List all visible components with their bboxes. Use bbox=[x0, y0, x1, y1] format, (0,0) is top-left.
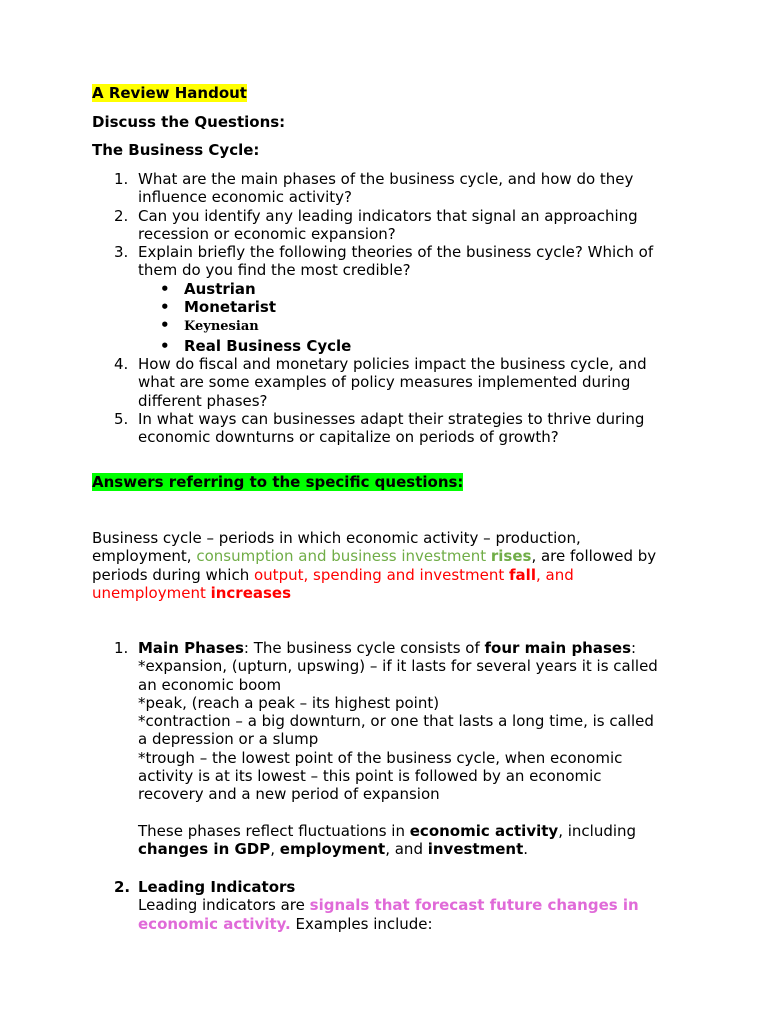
definition-line bbox=[92, 547, 692, 565]
answer-text: These phases reflect fluctuations in bbox=[138, 821, 410, 840]
question-text: influence economic activity? bbox=[138, 188, 352, 207]
question-text: recession or economic expansion? bbox=[138, 224, 396, 243]
question-number: 1. bbox=[114, 170, 129, 188]
question-number: 3. bbox=[114, 243, 129, 262]
question-text: Explain briefly the following theories of the business cycle? Which of bbox=[138, 243, 654, 262]
phase-line: *trough – the lowest point of the business cycle, when economic bbox=[138, 748, 623, 767]
answer-text: . bbox=[523, 839, 529, 858]
definition-text: periods during which bbox=[92, 565, 254, 584]
reflect-line bbox=[138, 840, 692, 858]
answer-bold-text: investment bbox=[427, 839, 524, 858]
question-text: In what ways can businesses adapt their strategies to thrive during bbox=[138, 409, 645, 428]
section-heading: The Business Cycle: bbox=[92, 141, 260, 159]
question-text: them do you find the most credible? bbox=[138, 261, 411, 280]
answer-text: : The business cycle consists of bbox=[243, 639, 485, 657]
question-text: How do fiscal and monetary policies impact the business cycle, and bbox=[138, 354, 647, 373]
phase-line: *expansion, (upturn, upswing) – if it lasts for several years it is called bbox=[138, 657, 658, 676]
answer-text: : bbox=[631, 639, 637, 657]
red-text: output, spending and investment bbox=[254, 565, 510, 584]
definition-text: , are followed by bbox=[531, 547, 657, 566]
answer-number: 2. bbox=[114, 878, 131, 896]
answer-line bbox=[138, 896, 692, 914]
answers-heading bbox=[92, 473, 463, 491]
bullet-icon: • bbox=[160, 298, 170, 317]
answer-bold-text: changes in GDP bbox=[138, 839, 271, 858]
theory-label: Austrian bbox=[184, 279, 256, 298]
answer-item bbox=[92, 639, 692, 858]
question-item bbox=[92, 410, 692, 447]
definition-line bbox=[92, 584, 692, 602]
answer-text: , and bbox=[385, 839, 428, 858]
definition-paragraph bbox=[92, 529, 692, 602]
theory-label: Keynesian bbox=[184, 319, 259, 335]
theories-list bbox=[92, 280, 692, 355]
question-text: different phases? bbox=[138, 391, 268, 410]
answer-bold-text: four main phases bbox=[484, 639, 632, 657]
answer-text: Examples include: bbox=[290, 914, 433, 933]
phase-line: activity is at its lowest – this point is followed by an economic bbox=[138, 767, 602, 786]
bullet-icon: • bbox=[160, 279, 170, 298]
answer-text: , including bbox=[558, 821, 637, 840]
answer-bold-text: economic activity bbox=[409, 821, 559, 840]
answer-label: Leading Indicators bbox=[138, 878, 296, 896]
definition-line bbox=[92, 566, 692, 584]
bullet-icon: • bbox=[160, 336, 170, 355]
question-text: Can you identify any leading indicators that signal an approaching bbox=[138, 206, 638, 225]
theory-item bbox=[92, 280, 692, 298]
question-number: 2. bbox=[114, 206, 129, 225]
red-bold-text: fall bbox=[509, 565, 536, 584]
red-text: , and bbox=[535, 565, 574, 584]
questions-list bbox=[92, 170, 692, 446]
question-text: economic downturns or capitalize on periods of growth? bbox=[138, 428, 559, 447]
red-text: unemployment bbox=[92, 583, 211, 602]
answer-text: , bbox=[270, 839, 280, 858]
question-text: What are the main phases of the business cycle, and how do they bbox=[138, 170, 634, 188]
answer-line bbox=[138, 915, 692, 933]
theory-item bbox=[92, 316, 692, 336]
answer-intro bbox=[138, 639, 692, 657]
handout-title bbox=[92, 84, 247, 102]
question-item bbox=[92, 355, 692, 410]
pink-bold-text: signals that forecast future changes in bbox=[309, 896, 639, 915]
phase-line: recovery and a new period of expansion bbox=[138, 785, 440, 804]
definition-line: Business cycle – periods in which economic activity – production, bbox=[92, 529, 581, 547]
phase-line: *contraction – a big downturn, or one that lasts a long time, is called bbox=[138, 712, 654, 731]
question-number: 4. bbox=[114, 354, 129, 373]
green-text: consumption and business investment bbox=[196, 547, 491, 566]
theory-label: Real Business Cycle bbox=[184, 336, 352, 355]
answer-text: Leading indicators are bbox=[138, 896, 310, 915]
phase-line: a depression or a slump bbox=[138, 730, 319, 749]
question-item bbox=[92, 170, 692, 207]
answer-number: 1. bbox=[114, 639, 129, 657]
answer-bold-text: employment bbox=[279, 839, 386, 858]
answer-label: Main Phases bbox=[138, 639, 244, 657]
theory-item bbox=[92, 298, 692, 316]
theory-label: Monetarist bbox=[184, 298, 277, 317]
pink-bold-text: economic activity. bbox=[138, 914, 291, 933]
answers-highlight: Answers referring to the specific questions: bbox=[92, 473, 464, 491]
discuss-heading: Discuss the Questions: bbox=[92, 113, 286, 131]
theory-item bbox=[92, 337, 692, 355]
question-item bbox=[92, 207, 692, 244]
red-bold-text: increases bbox=[210, 583, 292, 602]
phase-line: *peak, (reach a peak – its highest point) bbox=[138, 693, 440, 712]
bullet-icon: • bbox=[160, 316, 170, 335]
answer-item bbox=[92, 878, 692, 933]
title-highlight: A Review Handout bbox=[92, 84, 247, 102]
phase-line: an economic boom bbox=[138, 675, 282, 694]
question-item bbox=[92, 243, 692, 280]
question-number: 5. bbox=[114, 409, 129, 428]
definition-text: employment, bbox=[92, 547, 197, 566]
question-text: what are some examples of policy measures implemented during bbox=[138, 373, 631, 392]
reflect-line bbox=[138, 822, 692, 840]
green-bold-text: rises bbox=[490, 547, 532, 566]
